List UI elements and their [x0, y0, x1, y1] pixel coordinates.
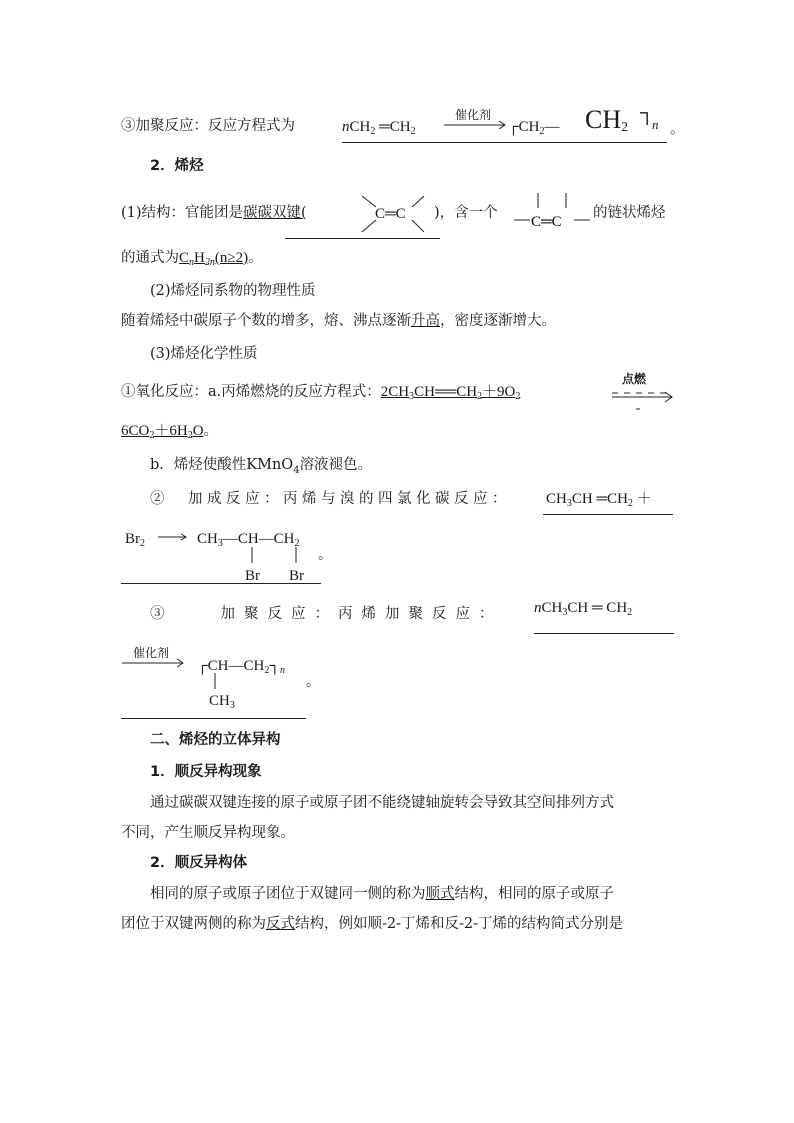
answer-underline-6 [121, 718, 306, 719]
structure-prefix: (1)结构：官能团是 [121, 205, 244, 221]
combustion-reactants: $2CH_3CH══CH_2+9O_2$ [380, 384, 521, 402]
polyethylene-ch2: $CH_2$ [585, 105, 629, 135]
polyethylene-product: $┌CH_2—$ [508, 119, 560, 137]
structure-mid: )，含一个 [434, 205, 498, 221]
p2-l2-a: 团位于双键两侧的称为 [121, 916, 266, 932]
combustion-products-formula: $6CO_2+6H_2O$ [121, 423, 204, 441]
heading-cis-trans-phenomenon: 1．顺反异构现象 [150, 764, 262, 780]
ignite-condition: 点燃 [622, 372, 647, 386]
polymerization-prefix: ③加聚反应：反应方程式为 [121, 118, 295, 134]
kmno4-text: b．烯烃使酸性KMnO [150, 457, 294, 473]
kmno4-line: b．烯烃使酸性KMnO$_4$溶液褪色。 [150, 457, 373, 476]
cc-bond-text: C═C [375, 206, 406, 222]
physical-title: (2)烯烃同系物的物理性质 [150, 283, 316, 299]
ethylene-reactant: nCH$_2$ $═CH_2$ [342, 119, 416, 137]
addition-line: ② 加成反应：丙烯与溴的四氯化碳反应： [150, 491, 511, 507]
propene-reactant: $CH_3CH$ $═CH_2$ ＋ [546, 491, 652, 509]
section-title-stereo: 二、烯烃的立体异构 [150, 732, 281, 748]
paragraph-1-line-1: 通过碳碳双键连接的原子或原子团不能绕键轴旋转会导致其空间排列方式 [150, 795, 614, 811]
formula-c: C [179, 250, 190, 266]
paragraph-2-line-2 [121, 914, 623, 934]
bromine-substituent-2: Br [289, 568, 304, 584]
p2-l1-answer: 顺式 [425, 886, 455, 902]
polyethylene-bracket: ┐ [640, 102, 655, 124]
formula-end: 。 [248, 250, 263, 266]
catalyst-label-1: 催化剂 [455, 108, 492, 122]
general-formula-prefix: 的通式为 [121, 250, 179, 266]
structure-answer: 碳碳双键( [243, 205, 307, 221]
propene-monomer: nCH$_3$CH ═ $CH_2$ [534, 600, 633, 618]
paragraph-2-line-1 [150, 884, 614, 904]
bromine-reactant: $Br_2$ [125, 531, 145, 549]
p2-l2-b: 结构，例如顺-2-丁烯和反-2-丁烯的结构简式分别是 [295, 916, 624, 932]
physical-answer: 升高 [411, 313, 440, 329]
polymer-end: 。 [306, 674, 321, 690]
addition-end: 。 [318, 547, 333, 563]
formula-n: n [189, 257, 195, 268]
dibromopropane: $CH_3—CH—CH_2$ [197, 531, 300, 549]
catalyst-label-2: 催化剂 [133, 646, 170, 660]
heading-cis-trans-isomers: 2．顺反异构体 [150, 855, 248, 871]
formula-condition: (n≥2) [214, 250, 249, 266]
structure-suffix: 的链状烯烃 [593, 205, 666, 221]
p2-l1-b: 结构，相同的原子或原子 [454, 886, 614, 902]
p2-l2-answer: 反式 [266, 916, 295, 932]
paragraph-1-line-2: 不同，产生顺反异构现象。 [121, 825, 295, 841]
physical-after: ，密度逐渐增大。 [440, 313, 556, 329]
line1-end: 。 [670, 121, 686, 137]
formula-h: H [194, 250, 205, 266]
kmno4-end: 溶液褪色。 [299, 457, 373, 473]
propene-polymer-line: ③ 加聚反应：丙烯加聚反应： [150, 606, 503, 622]
methyl-group: $CH_3$ [209, 693, 235, 711]
svg-text:C═C: C═C [531, 214, 562, 230]
chemical-title: (3)烯烃化学性质 [150, 346, 258, 362]
combustion-products: $6CO_2+6H_2O$。 [121, 423, 219, 441]
p2-l1-a: 相同的原子或原子团位于双键同一侧的称为 [150, 886, 426, 902]
physical-before: 随着烯烃中碳原子个数的增多，熔、沸点逐渐 [121, 313, 411, 329]
bromine-substituent-1: Br [245, 568, 260, 584]
polymer-n: n [652, 117, 659, 132]
formula-2n: 2n [204, 257, 215, 268]
polypropylene: $┌CH—CH_2┐_n$ [197, 658, 285, 676]
oxidation-prefix: ①氧化反应：a.丙烯燃烧的反应方程式： [121, 384, 381, 400]
heading-alkenes: 2．烯烃 [150, 158, 204, 174]
